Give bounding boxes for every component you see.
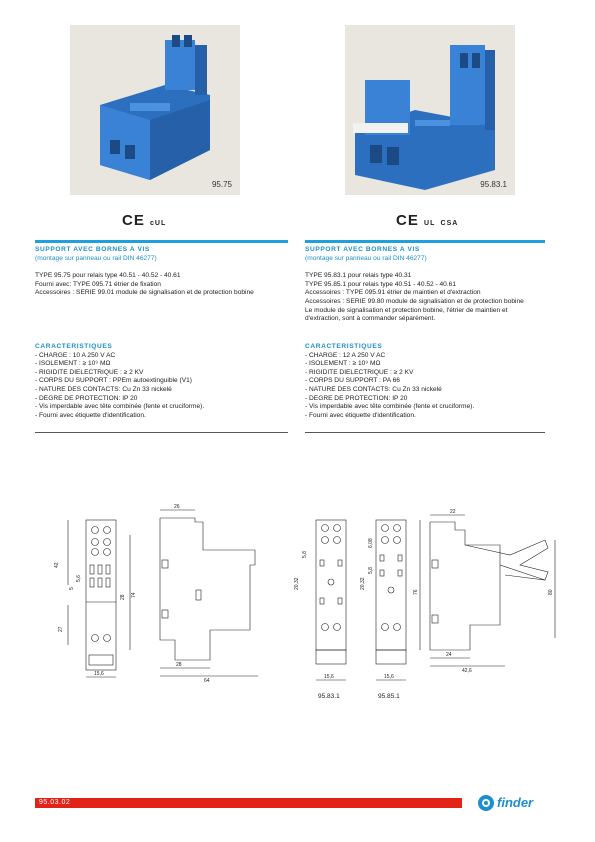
csa-mark-icon: CSA <box>440 220 459 227</box>
characteristics-95-75 <box>35 343 290 420</box>
certification-marks-left <box>122 212 166 229</box>
dimension-label: 15,6 <box>324 674 334 680</box>
characteristic-item: - DEGRE DE PROTECTION: IP 20 <box>35 394 138 402</box>
dimension-label: 80 <box>548 589 554 595</box>
characteristic-item: - DEGRE DE PROTECTION: IP 20 <box>305 394 408 402</box>
type-line: TYPE 95.85.1 pour relais type 40.51 - 40.52 - 40.61 <box>305 280 457 288</box>
characteristics-title: CARACTERISTIQUES <box>35 343 113 350</box>
dimension-label: 27 <box>58 626 64 632</box>
type-line: Accessoires : SERIE 99.80 module de signalisation et de protection bobine <box>305 297 524 305</box>
page-code: 95.03.02 <box>39 799 71 806</box>
characteristic-item: - NATURE DES CONTACTS: Cu Zn 33 nickelé <box>35 385 172 393</box>
product-title: SUPPORT AVEC BORNES A VIS <box>35 246 150 253</box>
characteristic-item: - Vis imperdable avec tête combinée (fente et cruciforme). <box>35 403 205 411</box>
characteristic-item: - ISOLEMENT : ≥ 10⁹ MΩ <box>35 360 111 368</box>
product-code-label: 95.75 <box>211 180 232 189</box>
characteristic-item: - CHARGE : 10 A 250 V AC <box>35 351 116 359</box>
characteristic-item: - Vis imperdable avec tête combinée (fente et cruciforme). <box>305 403 475 411</box>
dimension-label: 28 <box>176 662 182 668</box>
certification-marks-right <box>396 212 458 229</box>
product-photo-95-83-1 <box>345 25 515 195</box>
characteristics-title: CARACTERISTIQUES <box>305 343 383 350</box>
dimension-label: 74 <box>131 592 137 598</box>
characteristic-item: - CORPS DU SUPPORT : PA 66 <box>305 377 400 385</box>
dimension-label: 24 <box>446 652 452 658</box>
ul-mark-icon: UL <box>424 220 436 227</box>
dimension-label: 42,6 <box>462 668 472 674</box>
finder-logo-icon <box>478 795 494 811</box>
dimension-label: 20,32 <box>294 577 300 590</box>
type-line: TYPE 95.75 pour relais type 40.51 - 40.52 - 40.61 <box>35 272 181 280</box>
dimension-label: 15,6 <box>94 671 104 677</box>
dimension-label: 5,8 <box>368 567 374 574</box>
characteristic-item: - CORPS DU SUPPORT : PPEm autoextinguible (V1) <box>35 377 192 385</box>
characteristics-95-83-1 <box>305 343 550 420</box>
characteristic-item: - Fourni avec étiquette d'identification. <box>35 411 146 419</box>
product-subtitle: (montage sur panneau ou rail DIN 46277) <box>35 254 157 262</box>
dimension-label: 64 <box>204 678 210 684</box>
drawing-caption: 95.85.1 <box>378 693 400 700</box>
characteristic-item: - RIGIDITE DIELECTRIQUE : ≥ 2 KV <box>35 368 144 376</box>
dimension-label: 28 <box>120 594 126 600</box>
dimension-label: 76 <box>413 589 419 595</box>
cul-mark-icon: cUL <box>150 220 167 227</box>
product-code-label: 95.83.1 <box>480 180 507 189</box>
type-line: Accessoires : SERIE 99.01 module de signalisation et de protection bobine <box>35 289 254 297</box>
product-title: SUPPORT AVEC BORNES A VIS <box>305 246 420 253</box>
product-info-95-75 <box>35 246 290 298</box>
type-line: Le module de signalisation et protection bobine, l'étrier de maintien et <box>305 306 508 314</box>
drawing-caption: 95.83.1 <box>318 693 340 700</box>
section-divider <box>35 432 288 433</box>
brand-name: finder <box>497 795 534 810</box>
dimension-label: 26 <box>174 504 180 510</box>
type-line: Accessoires : TYPE 095.91 étrier de maintien et d'extraction <box>305 289 481 297</box>
characteristic-item: - CHARGE : 12 A 250 V AC <box>305 351 386 359</box>
characteristic-item: - NATURE DES CONTACTS: Cu Zn 33 nickelé <box>305 385 442 393</box>
dimension-label: 20,32 <box>360 577 366 590</box>
characteristic-item: - ISOLEMENT : ≥ 10⁹ MΩ <box>305 360 381 368</box>
technical-drawings <box>0 490 595 720</box>
section-divider <box>35 240 288 243</box>
characteristic-item: - RIGIDITE DIELECTRIQUE : ≥ 2 KV <box>305 368 414 376</box>
type-line: Fourni avec: TYPE 095.71 étrier de fixation <box>35 280 161 288</box>
type-line: d'extraction, sont à commander séparément. <box>305 315 436 323</box>
ce-mark-icon: CE <box>122 212 145 229</box>
relay-socket-image <box>70 25 240 195</box>
characteristic-item: - Fourni avec étiquette d'identification. <box>305 411 416 419</box>
section-divider <box>305 432 545 433</box>
product-subtitle: (montage sur panneau ou rail DIN 46277) <box>305 254 427 262</box>
ce-mark-icon: CE <box>396 212 419 229</box>
dimension-label: 22 <box>450 509 456 515</box>
dimension-label: 42 <box>54 562 60 568</box>
dimension-label: 5,8 <box>302 551 308 558</box>
dimension-label: 5,6 <box>76 575 82 582</box>
dimension-label: 15,6 <box>384 674 394 680</box>
relay-socket-image <box>345 25 515 195</box>
dimension-label: 6,08 <box>368 538 374 548</box>
footer-bar <box>35 798 462 808</box>
type-line: TYPE 95.83.1 pour relais type 40.31 <box>305 272 412 280</box>
finder-logo <box>478 795 558 813</box>
dimension-label: 5 <box>69 587 75 590</box>
product-info-95-83-1 <box>305 246 550 324</box>
product-photo-95-75 <box>70 25 240 195</box>
section-divider <box>305 240 545 243</box>
